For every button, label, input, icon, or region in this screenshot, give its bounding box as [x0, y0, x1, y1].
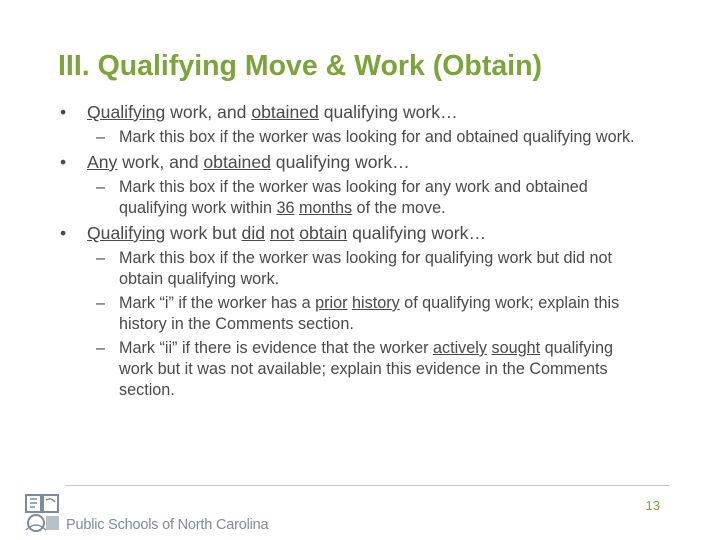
underlined-term: Any	[87, 152, 118, 172]
bullet-item	[0, 101, 707, 124]
underlined-term: obtained	[251, 102, 319, 122]
underlined-term: obtained	[203, 152, 271, 172]
underlined-term: history	[352, 294, 400, 312]
underlined-term: Qualifying	[87, 102, 166, 122]
footer-org-name: Public Schools of North Carolina	[66, 517, 269, 533]
bullet-marker: •	[60, 102, 67, 122]
sub-bullet-item	[0, 127, 639, 148]
bullet-text: qualifying work…	[318, 102, 458, 122]
sub-bullet-item	[0, 177, 639, 219]
underlined-term: Qualifying	[87, 223, 166, 243]
bullet-text: work, and	[117, 152, 204, 172]
sub-bullet-text: of qualifying work; explain this history in the Comments section.	[119, 294, 620, 333]
slide-body	[0, 101, 720, 404]
underlined-term: obtain	[299, 223, 348, 243]
underlined-term: months	[298, 199, 353, 217]
page-number: 13	[645, 498, 660, 513]
sub-bullet-text: Mark “ii” if there is evidence that the worker	[119, 339, 433, 357]
dash-marker: –	[96, 178, 106, 196]
underlined-term: not	[269, 223, 295, 243]
footer-divider	[65, 485, 670, 486]
sub-bullet-text: Mark this box if the worker was looking for and obtained qualifying work.	[119, 128, 635, 146]
underlined-term: prior	[315, 294, 348, 312]
underlined-term: sought	[491, 339, 541, 357]
bullet-text: qualifying work…	[270, 152, 410, 172]
bullet-text: qualifying work…	[347, 223, 487, 243]
sub-bullet-item	[0, 338, 639, 401]
bullet-item	[0, 222, 707, 245]
dash-marker: –	[96, 339, 106, 357]
underlined-term: actively	[432, 339, 487, 357]
bullet-marker: •	[60, 223, 67, 243]
sub-bullet-text: Mark this box if the worker was looking for any work and obtained qualifying work within	[119, 178, 588, 217]
dash-marker: –	[96, 128, 106, 146]
sub-bullet-text: of the move.	[352, 199, 446, 217]
nc-schools-logo-icon	[22, 492, 64, 534]
bullet-item	[0, 151, 707, 174]
sub-bullet-text: Mark “i” if the worker has a	[119, 294, 316, 312]
bullet-marker: •	[60, 152, 67, 172]
bullet-text: work, and	[165, 102, 252, 122]
slide-title: III. Qualifying Move & Work (Obtain)	[58, 50, 542, 82]
sub-bullet-item	[0, 248, 639, 290]
underlined-term: did	[241, 223, 266, 243]
dash-marker: –	[96, 249, 106, 267]
underlined-term: 36	[276, 199, 295, 217]
sub-bullet-text: qualifying work but it was not available; explain this evidence in the Comments section.	[119, 339, 613, 399]
dash-marker: –	[96, 294, 106, 312]
bullet-text: work but	[165, 223, 242, 243]
sub-bullet-item	[0, 293, 639, 335]
sub-bullet-text: Mark this box if the worker was looking for qualifying work but did not obtain qualifying work.	[119, 249, 613, 288]
